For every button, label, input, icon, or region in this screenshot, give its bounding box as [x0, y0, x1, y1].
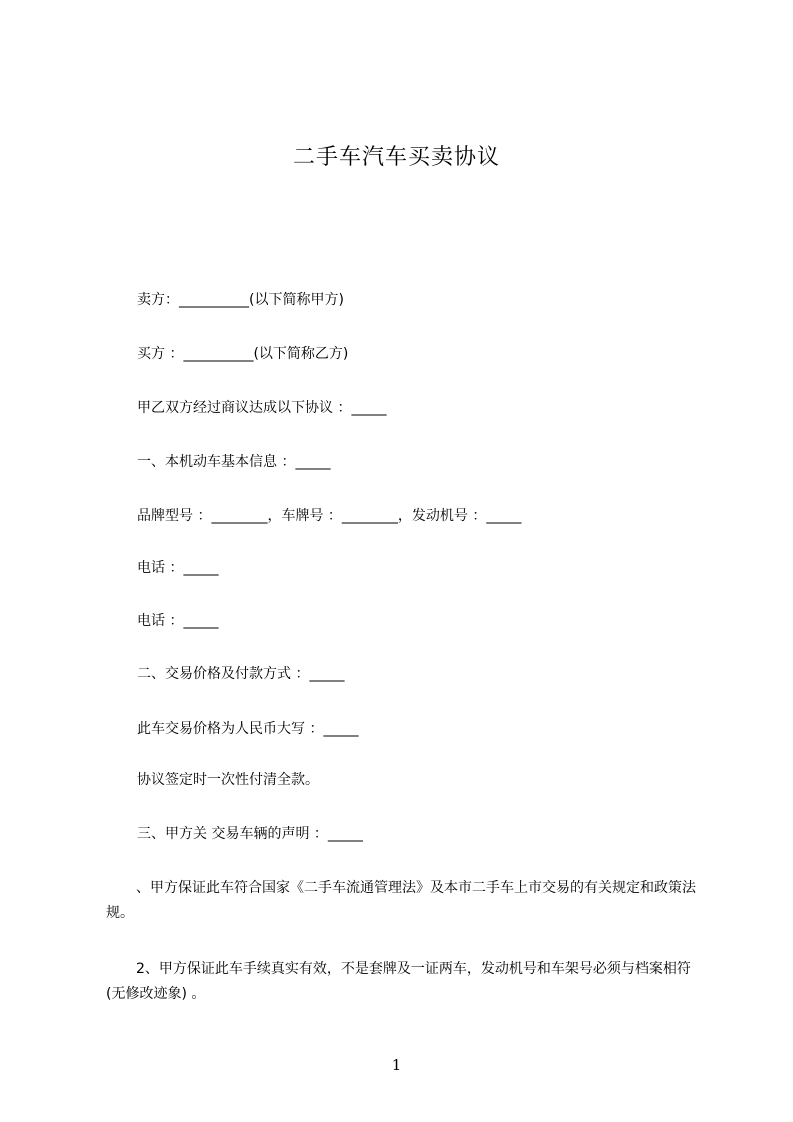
document-title: 二手车汽车买卖协议 [292, 145, 500, 170]
section-2-heading: 二、交易价格及付款方式 ：_____ [137, 666, 345, 682]
phone-line-2: 电话 ：_____ [137, 613, 219, 629]
declaration-paragraph-1 [106, 876, 698, 926]
price-line: 此车交易价格为人民币大写 ：_____ [137, 721, 359, 737]
vehicle-info-line: 品牌型号 ：________，车牌号 ：________，发动机号 ：_____ [137, 508, 522, 524]
declaration-paragraph-2 [106, 957, 698, 1007]
seller-line: 卖方：__________(以下简称甲方) [137, 292, 344, 308]
buyer-line: 买方 ：__________(以下简称乙方) [137, 346, 349, 362]
declaration-paragraph-2-text: 2、甲方保证此车手续真实有效，不是套牌及一证两车，发动机号和车架号必须与档案相符(无修改迹象) 。 [106, 961, 691, 1002]
phone-line-1: 电话 ：_____ [137, 560, 219, 576]
page-number: 1 [391, 1056, 402, 1074]
declaration-paragraph-1-text: 、甲方保证此车符合国家《二手车流通管理法》及本市二手车上市交易的有关规定和政策法规。 [106, 880, 696, 921]
section-3-heading: 三、甲方关 交易车辆的声明 ：_____ [137, 826, 363, 842]
agreement-intro-line: 甲乙双方经过商议达成以下协议 ：_____ [137, 400, 387, 416]
payment-line: 协议签定时一次性付清全款。 [137, 772, 319, 788]
section-1-heading: 一、本机动车基本信息 ：_____ [137, 454, 331, 470]
